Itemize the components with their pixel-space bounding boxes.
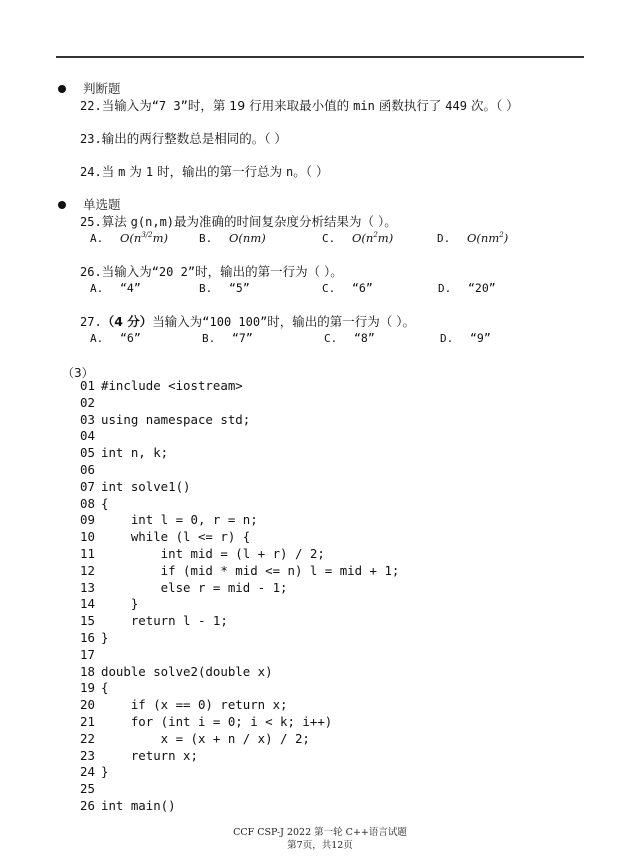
code-line xyxy=(80,546,399,563)
question-text: 。（ ） xyxy=(293,164,329,179)
question-text: 当输入为 xyxy=(152,314,203,329)
line-number: 21 xyxy=(80,713,95,729)
line-code: } xyxy=(101,629,109,645)
question-text: 当输入为 xyxy=(101,264,152,279)
option-label: C. xyxy=(322,232,336,245)
option-label: D. xyxy=(438,282,452,295)
line-code: int n, k; xyxy=(101,445,169,461)
option-label: A. xyxy=(90,232,104,245)
code-line xyxy=(80,798,399,815)
question-25 xyxy=(80,212,397,230)
code-line xyxy=(80,781,399,798)
code-line xyxy=(80,378,399,395)
question-text: 算法 xyxy=(101,214,131,229)
line-number: 09 xyxy=(80,512,95,528)
question-text: 最为准确的时间复杂度分析结果为（ ）。 xyxy=(174,214,397,229)
line-number: 07 xyxy=(80,478,95,494)
option-b xyxy=(202,331,253,345)
line-number: 25 xyxy=(80,781,95,797)
line-code: int main() xyxy=(101,797,176,813)
question-text: 输出的两行整数总是相同的。（ ） xyxy=(101,131,287,146)
code-line xyxy=(80,462,399,479)
option-label: C. xyxy=(324,332,338,345)
question-text: 当输入为 xyxy=(101,98,152,113)
option-a xyxy=(90,281,141,295)
line-code: while (l <= r) { xyxy=(101,529,251,545)
bullet-icon xyxy=(58,201,66,209)
option-value: “6” xyxy=(352,281,373,295)
line-number: 24 xyxy=(80,764,95,780)
code-listing xyxy=(80,378,399,815)
code-line xyxy=(80,395,399,412)
question-23 xyxy=(80,129,287,147)
option-d xyxy=(438,281,496,295)
line-number: 18 xyxy=(80,663,95,679)
option-a xyxy=(90,231,168,245)
line-code: return x; xyxy=(101,747,198,763)
question-points: （4 分） xyxy=(101,314,153,329)
question-22 xyxy=(80,96,519,114)
option-label: A. xyxy=(90,332,104,345)
line-code: else r = mid - 1; xyxy=(101,579,288,595)
option-b xyxy=(199,231,266,245)
question-number: 24. xyxy=(80,165,102,179)
section-heading-choice xyxy=(58,195,121,213)
option-value: $O(nm^2)$ xyxy=(467,231,509,245)
line-number: 15 xyxy=(80,613,95,629)
line-code: int mid = (l + r) / 2; xyxy=(101,545,325,561)
question-text: 时，输出的第一行总为 xyxy=(153,164,287,179)
line-code: return l - 1; xyxy=(101,613,228,629)
line-code: for (int i = 0; i < k; i++) xyxy=(101,713,333,729)
question-text: 时，第 19 行用来取最小值的 xyxy=(187,98,354,113)
line-number: 08 xyxy=(80,495,95,511)
question-code: “20 2” xyxy=(151,265,196,279)
question-number: 26. xyxy=(80,265,102,279)
line-code: { xyxy=(101,680,109,696)
judge-heading-text: 判断题 xyxy=(83,81,121,96)
code-line xyxy=(80,647,399,664)
line-number: 05 xyxy=(80,445,95,461)
line-code: #include <iostream> xyxy=(101,378,243,393)
question-26 xyxy=(80,262,343,280)
line-number: 14 xyxy=(80,596,95,612)
line-code: { xyxy=(101,495,109,511)
line-number: 16 xyxy=(80,629,95,645)
line-code: int l = 0, r = n; xyxy=(101,512,258,528)
question-code: n xyxy=(286,165,294,179)
line-code: x = (x + n / x) / 2; xyxy=(101,730,310,746)
line-number: 13 xyxy=(80,579,95,595)
line-code: } xyxy=(101,764,109,780)
line-number: 17 xyxy=(80,646,95,662)
line-code: if (mid * mid <= n) l = mid + 1; xyxy=(101,562,400,578)
option-value: “20” xyxy=(468,281,496,295)
code-line xyxy=(80,697,399,714)
line-code: using namespace std; xyxy=(101,411,251,427)
option-value: “4” xyxy=(120,281,141,295)
line-number: 06 xyxy=(80,461,95,477)
question-code: “100 100” xyxy=(202,315,268,329)
code-line xyxy=(80,731,399,748)
code-line xyxy=(80,563,399,580)
option-b xyxy=(199,281,250,295)
line-number: 20 xyxy=(80,697,95,713)
question-code: min xyxy=(353,99,375,113)
line-number: 26 xyxy=(80,797,95,813)
choice-heading-text: 单选题 xyxy=(83,197,121,212)
code-line xyxy=(80,496,399,513)
option-value: $O(n^2m)$ xyxy=(352,231,394,245)
option-value: “5” xyxy=(229,281,250,295)
option-label: D. xyxy=(440,332,454,345)
question-text: 当 xyxy=(101,164,119,179)
line-number: 01 xyxy=(80,378,95,393)
option-value: “6” xyxy=(120,331,141,345)
option-label: B. xyxy=(199,232,213,245)
line-number: 19 xyxy=(80,680,95,696)
question-code: 1 xyxy=(145,165,154,179)
code-line xyxy=(80,680,399,697)
question-code: 449 xyxy=(445,99,467,113)
option-label: D. xyxy=(437,232,451,245)
option-label: C. xyxy=(322,282,336,295)
option-d xyxy=(437,231,508,245)
line-number: 11 xyxy=(80,545,95,561)
line-number: 12 xyxy=(80,562,95,578)
option-d xyxy=(440,331,491,345)
code-line xyxy=(80,412,399,429)
code-line xyxy=(80,714,399,731)
option-c xyxy=(322,281,373,295)
question-number: 27. xyxy=(80,315,102,329)
line-number: 04 xyxy=(80,428,95,444)
code-line xyxy=(80,748,399,765)
option-value: “7” xyxy=(232,331,253,345)
code-line xyxy=(80,613,399,630)
header-rule xyxy=(56,56,584,58)
code-line xyxy=(80,512,399,529)
question-text: 为 xyxy=(125,164,146,179)
question-text: 时，输出的第一行为（ ）。 xyxy=(195,264,343,279)
question-number: 23. xyxy=(80,132,102,146)
question-number: 25. xyxy=(80,215,102,229)
question-number: 22. xyxy=(80,99,102,113)
code-line xyxy=(80,479,399,496)
option-a xyxy=(90,331,141,345)
option-value: “9” xyxy=(470,331,491,345)
line-code: int solve1() xyxy=(101,478,191,494)
line-number: 02 xyxy=(80,394,95,410)
footer-title: CCF CSP-J 2022 第一轮 C++语言试题 xyxy=(233,827,407,838)
option-c xyxy=(324,331,375,345)
option-label: B. xyxy=(202,332,216,345)
code-line xyxy=(80,596,399,613)
code-line xyxy=(80,664,399,681)
option-label: B. xyxy=(199,282,213,295)
line-number: 10 xyxy=(80,529,95,545)
question-27 xyxy=(80,312,415,330)
line-code: double solve2(double x) xyxy=(101,663,273,679)
option-value: O(nm) xyxy=(229,231,266,245)
code-line xyxy=(80,764,399,781)
question-code: “7 3” xyxy=(151,99,188,113)
code-line xyxy=(80,630,399,647)
code-line xyxy=(80,529,399,546)
option-label: A. xyxy=(90,282,104,295)
line-number: 22 xyxy=(80,730,95,746)
line-code: if (x == 0) return x; xyxy=(101,697,288,713)
question-24 xyxy=(80,162,329,180)
program-label: （3） xyxy=(62,366,94,380)
option-value: $O(n^{3/2}m)$ xyxy=(120,231,168,245)
code-line xyxy=(80,580,399,597)
code-line xyxy=(80,445,399,462)
question-text: 次。（ ） xyxy=(466,98,519,113)
option-value: “8” xyxy=(354,331,375,345)
question-code: m xyxy=(118,165,126,179)
section-heading-judge xyxy=(58,79,121,97)
code-line xyxy=(80,428,399,445)
bullet-icon xyxy=(58,85,66,93)
line-number: 03 xyxy=(80,411,95,427)
line-code: } xyxy=(101,596,139,612)
question-text: 时，输出的第一行为（ ）。 xyxy=(267,314,416,329)
footer-page-number: 第7页，共12页 xyxy=(287,840,353,851)
line-number: 23 xyxy=(80,747,95,763)
option-c xyxy=(322,231,393,245)
question-text: 函数执行了 xyxy=(374,98,446,113)
question-code: g(n,m) xyxy=(130,215,175,229)
